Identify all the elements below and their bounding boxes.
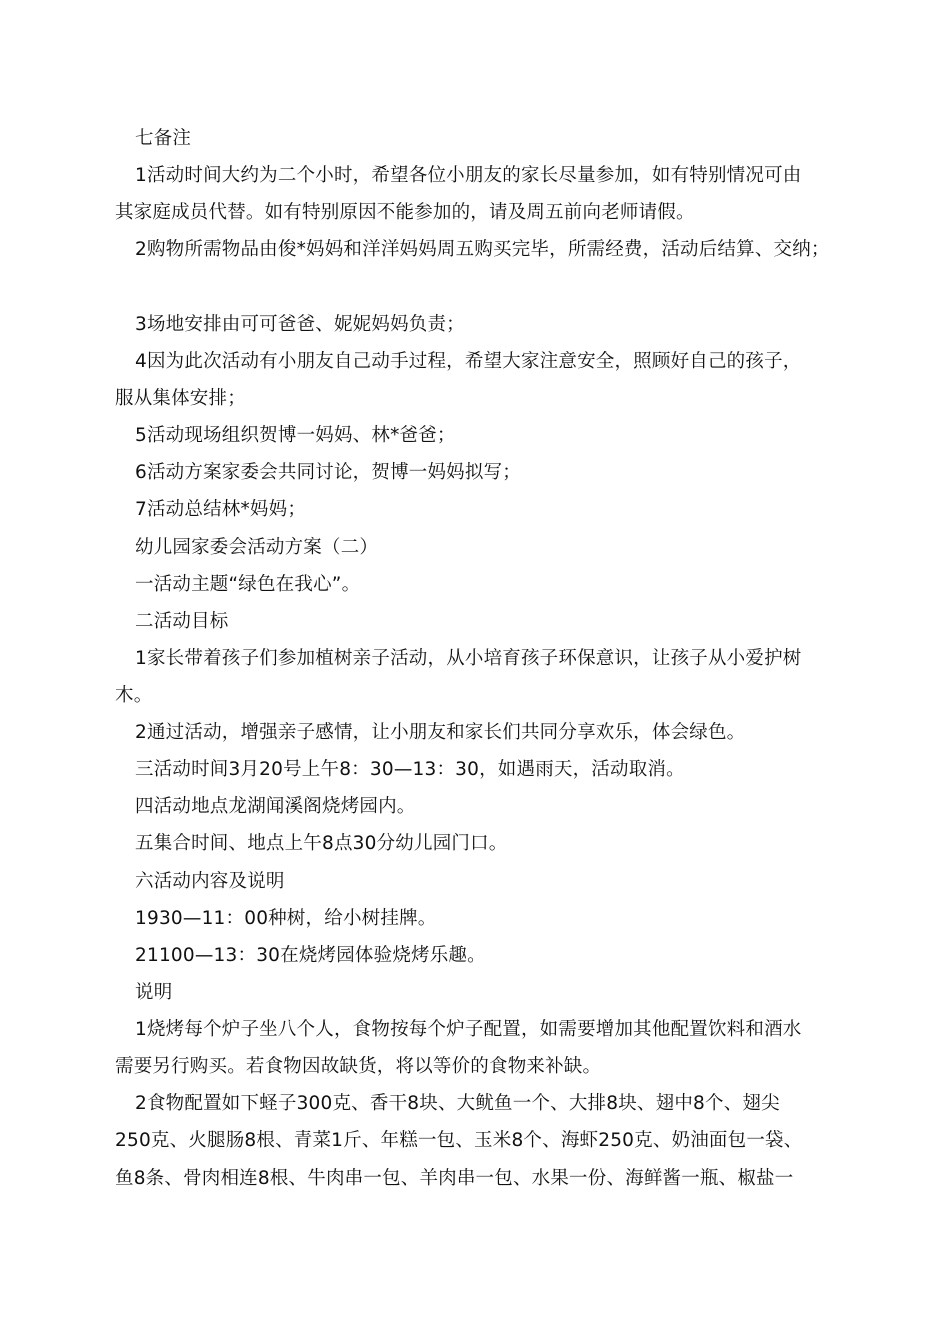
paragraph-line: 其家庭成员代替。如有特别原因不能参加的，请及周五前向老师请假。 bbox=[115, 202, 695, 223]
paragraph-line: 21100—13：30在烧烤园体验烧烤乐趣。 bbox=[135, 945, 486, 966]
paragraph-line: 服从集体安排； bbox=[115, 388, 246, 409]
paragraph-line: 三活动时间3月20号上午8：30—13：30，如遇雨天，活动取消。 bbox=[135, 759, 685, 780]
paragraph-line: 6活动方案家委会共同讨论，贺博一妈妈拟写； bbox=[135, 462, 521, 483]
paragraph-line: 四活动地点龙湖闻溪阁烧烤园内。 bbox=[135, 796, 416, 817]
paragraph-line: 2食物配置如下蛏子300克、香干8块、大鱿鱼一个、大排8块、翅中8个、翅尖 bbox=[135, 1093, 780, 1114]
paragraph-line: 3场地安排由可可爸爸、妮妮妈妈负责； bbox=[135, 314, 465, 335]
section-heading: 说明 bbox=[135, 982, 173, 1003]
paragraph-line: 鱼8条、骨肉相连8根、牛肉串一包、羊肉串一包、水果一份、海鲜酱一瓶、椒盐一 bbox=[115, 1168, 794, 1189]
paragraph-line: 1活动时间大约为二个小时，希望各位小朋友的家长尽量参加，如有特别情况可由 bbox=[135, 165, 802, 186]
paragraph-line: 1烧烤每个炉子坐八个人，食物按每个炉子配置，如需要增加其他配置饮料和酒水 bbox=[135, 1019, 802, 1040]
section-heading: 二活动目标 bbox=[135, 611, 229, 632]
paragraph-line: 4因为此次活动有小朋友自己动手过程，希望大家注意安全，照顾好自己的孩子， bbox=[135, 351, 802, 372]
paragraph-line: 1家长带着孩子们参加植树亲子活动，从小培育孩子环保意识，让孩子从小爱护树 bbox=[135, 648, 802, 669]
section-heading-remarks: 七备注 bbox=[135, 128, 192, 149]
section-heading: 六活动内容及说明 bbox=[135, 871, 285, 892]
paragraph-line: 木。 bbox=[115, 685, 153, 706]
paragraph-line: 250克、火腿肠8根、青菜1斤、年糕一包、玉米8个、海虾250克、奶油面包一袋、 bbox=[115, 1130, 803, 1151]
paragraph-line: 一活动主题“绿色在我心”。 bbox=[135, 574, 361, 595]
paragraph-line: 2购物所需物品由俊*妈妈和洋洋妈妈周五购买完毕，所需经费，活动后结算、交纳； bbox=[135, 239, 830, 260]
paragraph-line: 5活动现场组织贺博一妈妈、林*爸爸； bbox=[135, 425, 456, 446]
document-title: 幼儿园家委会活动方案（二） bbox=[135, 537, 379, 558]
paragraph-line: 7活动总结林*妈妈； bbox=[135, 499, 307, 520]
paragraph-line: 1930—11：00种树，给小树挂牌。 bbox=[135, 908, 437, 929]
paragraph-line: 2通过活动，增强亲子感情，让小朋友和家长们共同分享欢乐，体会绿色。 bbox=[135, 722, 746, 743]
paragraph-line: 五集合时间、地点上午8点30分幼儿园门口。 bbox=[135, 833, 508, 854]
paragraph-line: 需要另行购买。若食物因故缺货，将以等价的食物来补缺。 bbox=[115, 1056, 602, 1077]
